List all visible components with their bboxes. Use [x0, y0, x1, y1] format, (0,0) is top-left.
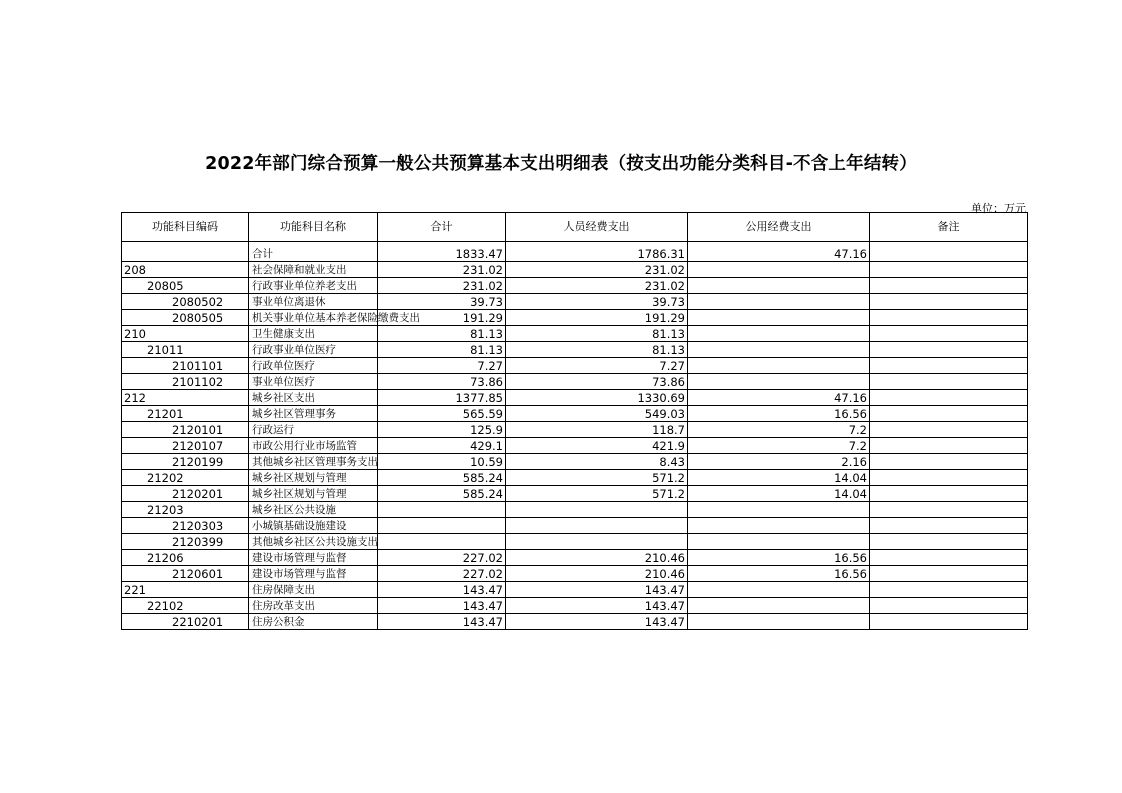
public-cell — [688, 614, 870, 630]
code-cell: 2120399 — [122, 534, 249, 550]
name-cell: 机关事业单位基本养老保险缴费支出 — [249, 310, 378, 326]
table-row — [122, 422, 1028, 438]
code-cell: 21201 — [122, 406, 249, 422]
code-cell: 2120199 — [122, 454, 249, 470]
personnel-cell: 143.47 — [506, 582, 688, 598]
personnel-cell — [506, 534, 688, 550]
name-cell: 小城镇基础设施建设 — [249, 518, 378, 534]
code-cell: 2101101 — [122, 358, 249, 374]
name-cell: 城乡社区公共设施 — [249, 502, 378, 518]
table-row — [122, 326, 1028, 342]
page-title: 2022年部门综合预算一般公共预算基本支出明细表（按支出功能分类科目-不含上年结转） — [205, 154, 917, 174]
budget-table — [121, 212, 1028, 630]
note-cell — [870, 470, 1028, 486]
public-cell: 16.56 — [688, 566, 870, 582]
personnel-cell — [506, 518, 688, 534]
table-row — [122, 534, 1028, 550]
table-row — [122, 438, 1028, 454]
sum-cell — [378, 518, 506, 534]
table-row — [122, 566, 1028, 582]
name-cell: 行政事业单位养老支出 — [249, 278, 378, 294]
note-cell — [870, 310, 1028, 326]
table-row — [122, 518, 1028, 534]
name-cell: 行政事业单位医疗 — [249, 342, 378, 358]
table-row — [122, 502, 1028, 518]
note-cell — [870, 390, 1028, 406]
name-cell: 城乡社区支出 — [249, 390, 378, 406]
public-cell — [688, 326, 870, 342]
header-sum: 合计 — [378, 213, 506, 242]
sum-cell: 81.13 — [378, 342, 506, 358]
personnel-cell: 7.27 — [506, 358, 688, 374]
name-cell: 建设市场管理与监督 — [249, 566, 378, 582]
code-cell: 2080502 — [122, 294, 249, 310]
note-cell — [870, 534, 1028, 550]
table-row — [122, 390, 1028, 406]
table-row — [122, 406, 1028, 422]
personnel-cell: 81.13 — [506, 342, 688, 358]
code-cell: 212 — [122, 390, 249, 406]
code-cell: 22102 — [122, 598, 249, 614]
sum-cell: 73.86 — [378, 374, 506, 390]
note-cell — [870, 278, 1028, 294]
sum-cell: 1377.85 — [378, 390, 506, 406]
code-cell: 2210201 — [122, 614, 249, 630]
header-code: 功能科目编码 — [122, 213, 249, 242]
personnel-cell: 571.2 — [506, 486, 688, 502]
personnel-cell: 191.29 — [506, 310, 688, 326]
name-cell: 卫生健康支出 — [249, 326, 378, 342]
personnel-cell: 118.7 — [506, 422, 688, 438]
name-cell: 城乡社区规划与管理 — [249, 470, 378, 486]
name-cell: 住房保障支出 — [249, 582, 378, 598]
sum-cell: 10.59 — [378, 454, 506, 470]
name-cell: 市政公用行业市场监管 — [249, 438, 378, 454]
public-cell — [688, 502, 870, 518]
personnel-cell: 231.02 — [506, 278, 688, 294]
public-cell: 7.2 — [688, 422, 870, 438]
public-cell — [688, 598, 870, 614]
code-cell: 221 — [122, 582, 249, 598]
note-cell — [870, 406, 1028, 422]
sum-cell: 231.02 — [378, 262, 506, 278]
name-cell: 城乡社区规划与管理 — [249, 486, 378, 502]
note-cell — [870, 566, 1028, 582]
name-cell: 事业单位医疗 — [249, 374, 378, 390]
code-cell: 2120201 — [122, 486, 249, 502]
personnel-cell: 39.73 — [506, 294, 688, 310]
note-cell — [870, 326, 1028, 342]
note-cell — [870, 614, 1028, 630]
table-row — [122, 486, 1028, 502]
personnel-cell: 421.9 — [506, 438, 688, 454]
public-cell — [688, 358, 870, 374]
sum-cell: 227.02 — [378, 566, 506, 582]
code-cell: 20805 — [122, 278, 249, 294]
note-cell — [870, 358, 1028, 374]
personnel-cell: 73.86 — [506, 374, 688, 390]
sum-cell: 143.47 — [378, 614, 506, 630]
public-cell — [688, 262, 870, 278]
public-cell — [688, 310, 870, 326]
total-note-cell — [870, 242, 1028, 262]
table-row — [122, 262, 1028, 278]
unit-label: 单位：万元 — [971, 202, 1026, 215]
code-cell: 2120303 — [122, 518, 249, 534]
personnel-cell: 81.13 — [506, 326, 688, 342]
name-cell: 其他城乡社区管理事务支出 — [249, 454, 378, 470]
code-cell: 21203 — [122, 502, 249, 518]
table-row — [122, 454, 1028, 470]
note-cell — [870, 582, 1028, 598]
name-cell: 行政单位医疗 — [249, 358, 378, 374]
sum-cell: 585.24 — [378, 486, 506, 502]
public-cell: 2.16 — [688, 454, 870, 470]
personnel-cell: 210.46 — [506, 566, 688, 582]
code-cell: 21202 — [122, 470, 249, 486]
table-row — [122, 614, 1028, 630]
sum-cell — [378, 502, 506, 518]
public-cell: 16.56 — [688, 550, 870, 566]
note-cell — [870, 486, 1028, 502]
personnel-cell: 571.2 — [506, 470, 688, 486]
personnel-cell: 8.43 — [506, 454, 688, 470]
public-cell — [688, 294, 870, 310]
public-cell: 14.04 — [688, 486, 870, 502]
sum-cell: 227.02 — [378, 550, 506, 566]
table-row — [122, 342, 1028, 358]
sum-cell: 81.13 — [378, 326, 506, 342]
total-code-cell — [122, 242, 249, 262]
table-row — [122, 358, 1028, 374]
header-personnel: 人员经费支出 — [506, 213, 688, 242]
public-cell: 47.16 — [688, 390, 870, 406]
personnel-cell: 143.47 — [506, 598, 688, 614]
personnel-cell — [506, 502, 688, 518]
note-cell — [870, 550, 1028, 566]
sum-cell: 231.02 — [378, 278, 506, 294]
sum-cell — [378, 534, 506, 550]
total-public-cell: 47.16 — [688, 242, 870, 262]
name-cell: 事业单位离退休 — [249, 294, 378, 310]
total-personnel-cell: 1786.31 — [506, 242, 688, 262]
total-sum-cell: 1833.47 — [378, 242, 506, 262]
name-cell: 其他城乡社区公共设施支出 — [249, 534, 378, 550]
table-row — [122, 374, 1028, 390]
table-row — [122, 598, 1028, 614]
note-cell — [870, 342, 1028, 358]
total-row — [122, 242, 1028, 262]
code-cell: 210 — [122, 326, 249, 342]
sum-cell: 191.29 — [378, 310, 506, 326]
sum-cell: 565.59 — [378, 406, 506, 422]
header-name: 功能科目名称 — [249, 213, 378, 242]
public-cell — [688, 278, 870, 294]
header-note: 备注 — [870, 213, 1028, 242]
sum-cell: 143.47 — [378, 582, 506, 598]
note-cell — [870, 598, 1028, 614]
note-cell — [870, 502, 1028, 518]
table-row — [122, 470, 1028, 486]
name-cell: 建设市场管理与监督 — [249, 550, 378, 566]
public-cell — [688, 534, 870, 550]
code-cell: 2080505 — [122, 310, 249, 326]
sum-cell: 585.24 — [378, 470, 506, 486]
note-cell — [870, 438, 1028, 454]
public-cell — [688, 518, 870, 534]
public-cell: 16.56 — [688, 406, 870, 422]
personnel-cell: 143.47 — [506, 614, 688, 630]
total-name-cell: 合计 — [249, 242, 378, 262]
public-cell: 7.2 — [688, 438, 870, 454]
name-cell: 住房公积金 — [249, 614, 378, 630]
table-header-row — [122, 213, 1028, 242]
name-cell: 社会保障和就业支出 — [249, 262, 378, 278]
table-row — [122, 294, 1028, 310]
personnel-cell: 1330.69 — [506, 390, 688, 406]
name-cell: 城乡社区管理事务 — [249, 406, 378, 422]
code-cell: 208 — [122, 262, 249, 278]
note-cell — [870, 294, 1028, 310]
public-cell — [688, 374, 870, 390]
personnel-cell: 549.03 — [506, 406, 688, 422]
public-cell — [688, 342, 870, 358]
note-cell — [870, 518, 1028, 534]
personnel-cell: 210.46 — [506, 550, 688, 566]
public-cell: 14.04 — [688, 470, 870, 486]
code-cell: 2120107 — [122, 438, 249, 454]
table-row — [122, 550, 1028, 566]
table-row — [122, 310, 1028, 326]
note-cell — [870, 374, 1028, 390]
sum-cell: 7.27 — [378, 358, 506, 374]
sum-cell: 39.73 — [378, 294, 506, 310]
note-cell — [870, 422, 1028, 438]
header-public: 公用经费支出 — [688, 213, 870, 242]
code-cell: 21206 — [122, 550, 249, 566]
name-cell: 行政运行 — [249, 422, 378, 438]
code-cell: 2120101 — [122, 422, 249, 438]
code-cell: 21011 — [122, 342, 249, 358]
table-row — [122, 582, 1028, 598]
code-cell: 2101102 — [122, 374, 249, 390]
note-cell — [870, 262, 1028, 278]
sum-cell: 125.9 — [378, 422, 506, 438]
code-cell: 2120601 — [122, 566, 249, 582]
table-row — [122, 278, 1028, 294]
note-cell — [870, 454, 1028, 470]
personnel-cell: 231.02 — [506, 262, 688, 278]
name-cell: 住房改革支出 — [249, 598, 378, 614]
sum-cell: 429.1 — [378, 438, 506, 454]
public-cell — [688, 582, 870, 598]
sum-cell: 143.47 — [378, 598, 506, 614]
